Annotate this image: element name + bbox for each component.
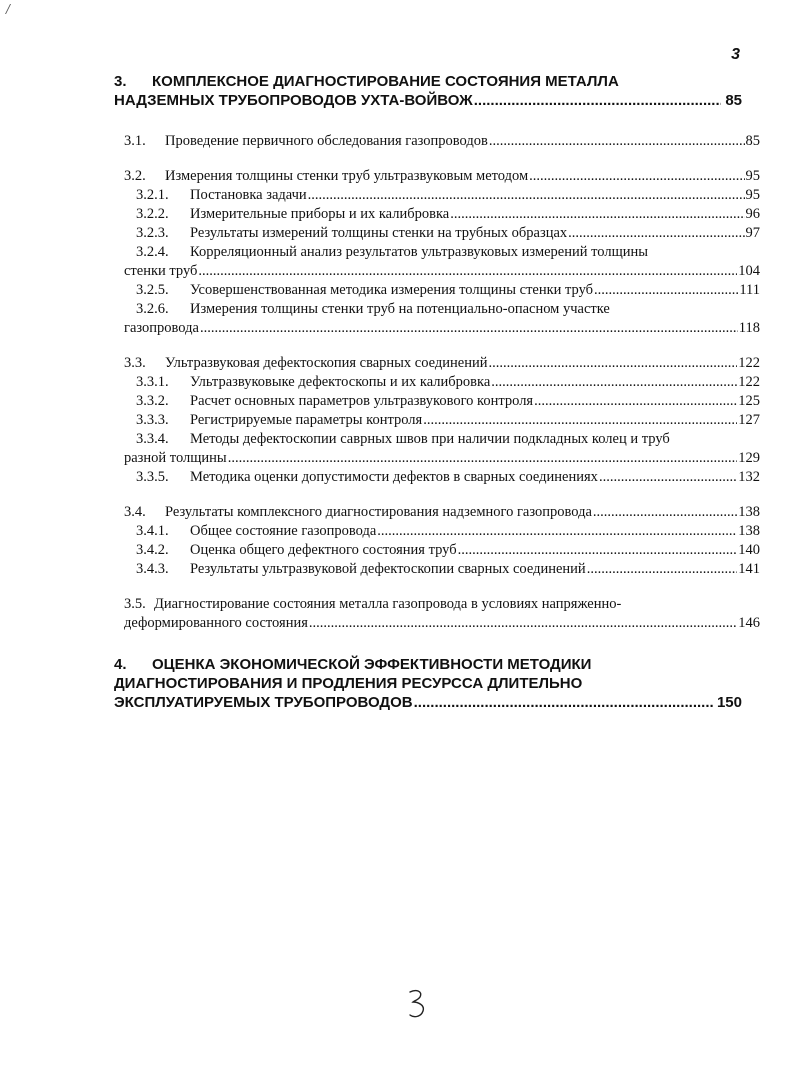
corner-scan-mark: /	[6, 2, 11, 16]
dot-leader	[491, 373, 737, 392]
subsection-number: 3.4.1.	[136, 523, 169, 539]
chapter-title-line	[114, 655, 742, 674]
toc-entry-3-5[interactable]	[124, 595, 760, 633]
subsection-number: 3.3.4.	[136, 431, 169, 447]
section-page-number: 138	[738, 504, 760, 520]
subsection-title: Усовершенствованная методика измерения толщины стенки труб	[190, 282, 594, 298]
chapter-title-line-last	[114, 91, 742, 110]
subsection-title-cont: разной толщины	[124, 450, 227, 466]
subsection-title: Методы дефектоскопии саврных швов при наличии подкладных колец и труб	[190, 431, 670, 447]
toc-entry-3-4-1[interactable]	[124, 522, 760, 541]
subsection-number: 3.2.5.	[136, 282, 169, 298]
subsection-title: Оценка общего дефектного состояния труб	[190, 542, 457, 558]
dot-leader	[458, 541, 738, 560]
toc-entry-3-3-2[interactable]	[124, 392, 760, 411]
subsection-page-number: 97	[745, 225, 760, 241]
page-number: 3	[731, 46, 740, 63]
section-page-number: 95	[745, 168, 760, 184]
subsection-page-number: 129	[738, 450, 760, 466]
dot-leader	[599, 468, 737, 487]
subsection-continuation	[124, 262, 760, 281]
toc-entry-3-2-1[interactable]	[124, 186, 760, 205]
subsection-number: 3.2.2.	[136, 206, 169, 222]
dot-leader	[308, 186, 745, 205]
toc-entry-3-3-3[interactable]	[124, 411, 760, 430]
dot-leader	[309, 614, 737, 633]
toc-entry-3-3-1[interactable]	[124, 373, 760, 392]
subsection-number: 3.2.6.	[136, 301, 169, 317]
handwritten-page-number	[406, 988, 428, 1020]
chapter-page-number: 150	[716, 694, 742, 711]
chapter-title-line-last	[114, 693, 742, 712]
toc-entry-3-2-4[interactable]	[124, 243, 760, 281]
section-title-cont: деформированного состояния	[124, 615, 308, 631]
subsection-page-number: 141	[738, 561, 760, 577]
section-title: Проведение первичного обследования газопроводов	[165, 133, 488, 149]
toc-entry-3-2-2[interactable]	[124, 205, 760, 224]
dot-leader	[450, 205, 744, 224]
toc-entry-3-3-5[interactable]	[124, 468, 760, 487]
toc-entry-3-3[interactable]	[124, 354, 760, 373]
toc-group-3-3	[124, 354, 760, 487]
subsection-title: Результаты измерений толщины стенки на трубных образцах	[190, 225, 568, 241]
dot-leader	[594, 281, 738, 300]
subsection-page-number: 127	[738, 412, 760, 428]
subsection-number: 3.2.1.	[136, 187, 169, 203]
table-of-contents	[114, 72, 760, 734]
section-title: Результаты комплексного диагностирования надземного газопровода	[165, 504, 592, 520]
dot-leader	[198, 262, 737, 281]
toc-group-3-2	[124, 167, 760, 338]
toc-entry-3-4[interactable]	[124, 503, 760, 522]
dot-leader	[489, 354, 738, 373]
section-title: Ультразвуковая дефектоскопия сварных соединений	[165, 355, 488, 371]
dot-leader	[593, 503, 737, 522]
subsection-page-number: 132	[738, 469, 760, 485]
subsection-page-number: 104	[738, 263, 760, 279]
subsection-page-number: 122	[738, 374, 760, 390]
subsection-title: Расчет основных параметров ультразвукового контроля	[190, 393, 534, 409]
chapter-number: 4.	[114, 656, 127, 673]
subsection-title: Общее состояние газопровода	[190, 523, 377, 539]
toc-entry-3-2-5[interactable]	[124, 281, 760, 300]
toc-group-3-5	[124, 595, 760, 633]
subsection-title-cont: стенки труб	[124, 263, 198, 279]
dot-leader	[529, 167, 744, 186]
subsection-page-number: 111	[739, 282, 760, 298]
subsection-title: Измерения толщины стенки труб на потенциально-опасном участке	[190, 301, 610, 317]
toc-entry-3-4-2[interactable]	[124, 541, 760, 560]
toc-entry-3-3-4[interactable]	[124, 430, 760, 468]
section-number: 3.1.	[124, 133, 146, 149]
dot-leader	[228, 449, 738, 468]
subsection-continuation	[124, 449, 760, 468]
subsection-number: 3.3.3.	[136, 412, 169, 428]
section-number: 3.2.	[124, 168, 146, 184]
toc-group-3-1	[124, 132, 760, 151]
chapter-title-text: ЭКСПЛУАТИРУЕМЫХ ТРУБОПРОВОДОВ	[114, 694, 413, 711]
chapter-title-text: НАДЗЕМНЫХ ТРУБОПРОВОДОВ УХТА-ВОЙВОЖ	[114, 92, 473, 109]
subsection-number: 3.3.5.	[136, 469, 169, 485]
toc-entry-3-2-6[interactable]	[124, 300, 760, 338]
section-page-number: 85	[745, 133, 760, 149]
dot-leader	[200, 319, 738, 338]
chapter-page-number: 85	[725, 92, 742, 109]
subsection-title: Методика оценки допустимости дефектов в сварных соединениях	[190, 469, 598, 485]
subsection-number: 3.2.4.	[136, 244, 169, 260]
toc-entry-3-2-3[interactable]	[124, 224, 760, 243]
subsection-page-number: 118	[738, 320, 760, 336]
dot-leader	[489, 132, 745, 151]
chapter-title-text: ДИАГНОСТИРОВАНИЯ И ПРОДЛЕНИЯ РЕСУРССА ДЛИТЕЛЬНО	[114, 675, 583, 692]
dot-leader	[474, 91, 722, 110]
subsection-number: 3.4.3.	[136, 561, 169, 577]
dot-leader	[587, 560, 738, 579]
subsection-number: 3.2.3.	[136, 225, 169, 241]
subsection-page-number: 138	[738, 523, 760, 539]
section-number: 3.5.	[124, 596, 146, 612]
subsection-number: 3.3.1.	[136, 374, 169, 390]
subsection-title: Ультразвуковыке дефектоскопы и их калибровка	[190, 374, 491, 390]
toc-group-3-4	[124, 503, 760, 579]
section-number: 3.3.	[124, 355, 146, 371]
section-page-number: 146	[738, 615, 760, 631]
dot-leader	[423, 411, 737, 430]
subsection-page-number: 140	[738, 542, 760, 558]
subsection-number: 3.4.2.	[136, 542, 169, 558]
subsection-title: Корреляционный анализ результатов ультразвуковых измерений толщины	[190, 244, 649, 260]
subsection-page-number: 125	[738, 393, 760, 409]
subsection-title-cont: газопровода	[124, 320, 199, 336]
toc-entry-3-2[interactable]	[124, 167, 760, 186]
section-title: Измерения толщины стенки труб ультразвуковым методом	[165, 168, 529, 184]
section-continuation	[124, 614, 760, 633]
subsection-title: Регистрируемые параметры контроля	[190, 412, 423, 428]
subsection-title: Постановка задачи	[190, 187, 307, 203]
dot-leader	[534, 392, 737, 411]
section-title: Диагностирование состояния металла газопровода в условиях напряженно-	[154, 596, 622, 612]
subsection-page-number: 95	[745, 187, 760, 203]
dot-leader	[568, 224, 744, 243]
toc-chapter-4[interactable]	[114, 655, 742, 712]
subsection-title: Результаты ультразвуковой дефектоскопии сварных соединений	[190, 561, 586, 577]
chapter-title-text: КОМПЛЕКСНОЕ ДИАГНОСТИРОВАНИЕ СОСТОЯНИЯ МЕТАЛЛА	[152, 73, 619, 90]
chapter-title-line	[114, 674, 742, 693]
toc-entry-3-4-3[interactable]	[124, 560, 760, 579]
subsection-number: 3.3.2.	[136, 393, 169, 409]
subsection-title: Измерительные приборы и их калибровка	[190, 206, 450, 222]
chapter-number: 3.	[114, 73, 127, 90]
chapter-title-line	[114, 72, 742, 91]
subsection-page-number: 96	[745, 206, 760, 222]
section-page-number: 122	[738, 355, 760, 371]
toc-entry-3-1[interactable]	[124, 132, 760, 151]
dot-leader	[414, 693, 713, 712]
dot-leader	[377, 522, 737, 541]
subsection-continuation	[124, 319, 760, 338]
chapter-title-text: ОЦЕНКА ЭКОНОМИЧЕСКОЙ ЭФФЕКТИВНОСТИ МЕТОДИКИ	[152, 656, 592, 673]
toc-chapter-3[interactable]	[114, 72, 742, 110]
section-number: 3.4.	[124, 504, 146, 520]
